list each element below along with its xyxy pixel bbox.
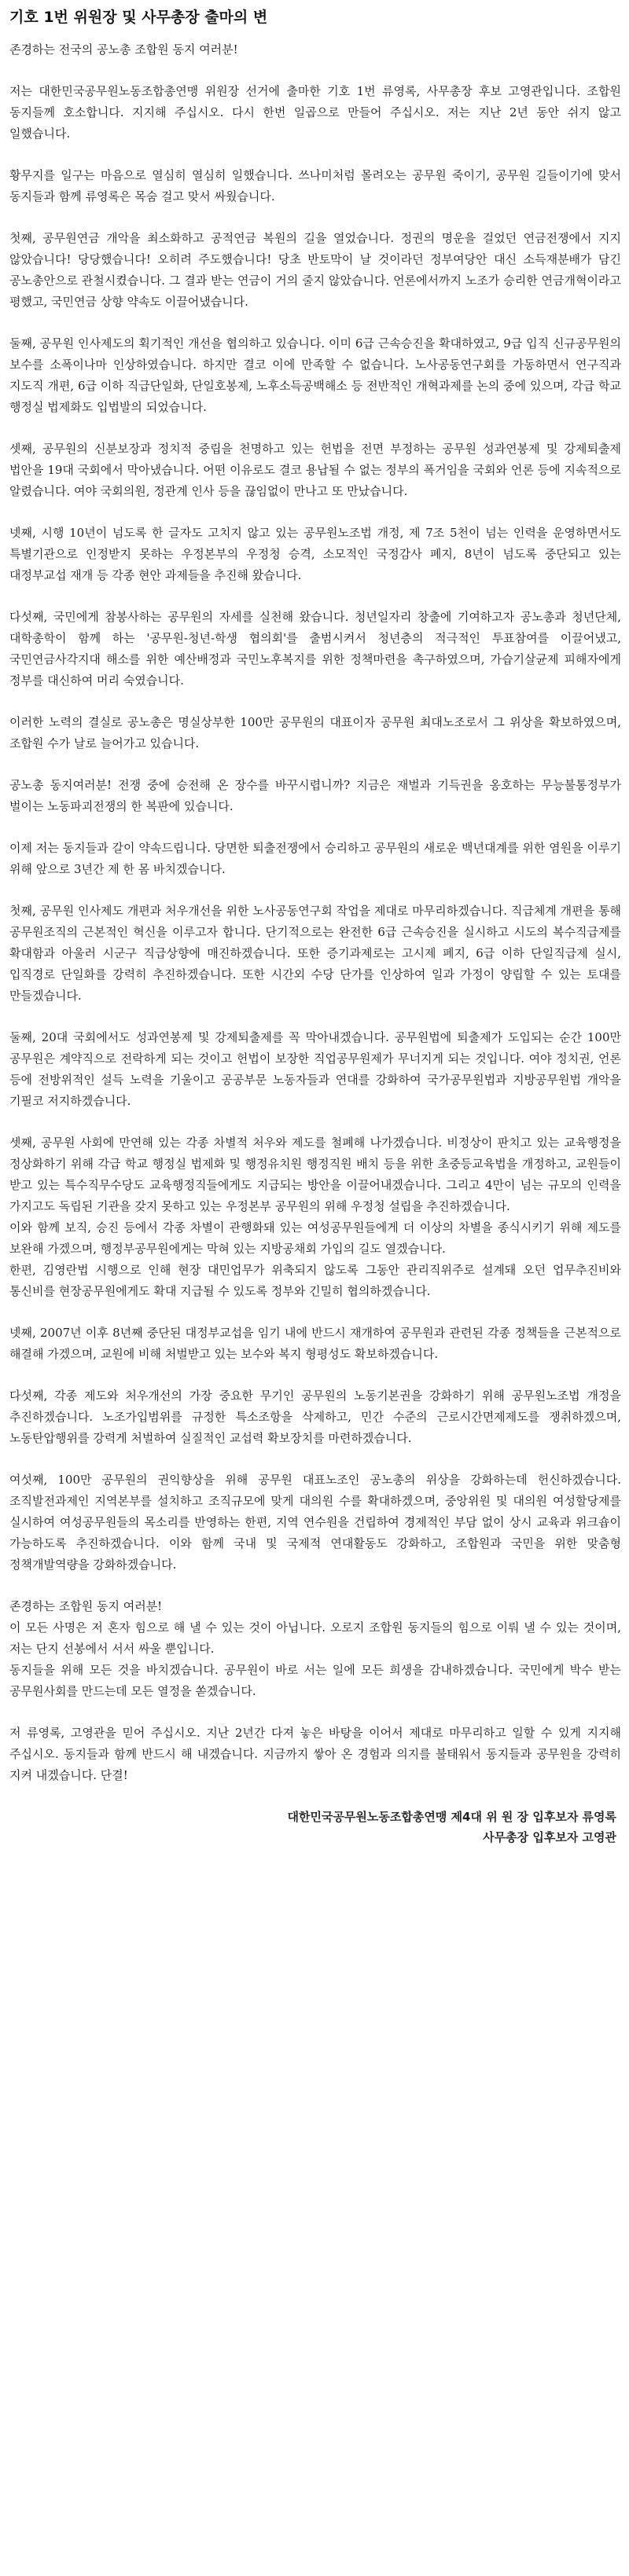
paragraph-closing-mission: 이 모든 사명은 저 혼자 힘으로 해 낼 수 있는 것이 아닙니다. 오로지 조합원 동지들의 힘으로 이뤄 낼 수 있는 것이며, 저는 단지 선봉에서 서서 싸울 뿐입니다. [9, 1620, 621, 1656]
paragraph-hard-work: 황무지를 일구는 마음으로 열심히 열심히 일했습니다. 쓰나미처럼 몰려오는 공무원 죽이기, 공무원 길들이기에 맞서 동지들과 함께 류영록은 목숨 걸고 맞서 싸웠습니다. [9, 168, 621, 204]
paragraph-appeal: 공노총 동지여러분! 전쟁 중에 승전해 온 장수를 바꾸시렵니까? 지금은 재벌과 기득권을 옹호하는 무능불통정부가 벌이는 노동파괴전쟁의 한 복판에 있습니다. [9, 778, 621, 813]
paragraph-intro: 저는 대한민국공무원노동조합총연맹 위원장 선거에 출마한 기호 1번 류영록, 사무총장 후보 고영관입니다. 조합원 동지들께 호소합니다. 지지해 주십시오. 다시 한번 일곱으로 만들어 주십시오. 저는 지난 2년 동안 쉬지 않고 일했습니다. [9, 84, 621, 141]
paragraph-closing-appeal: 저 류영록, 고영관을 믿어 주십시오. 지난 2년간 다져 놓은 바탕을 이어서 제대로 마무리하고 일할 수 있게 지지해 주십시오. 동지들과 함께 반드시 해 내겠습니다. 지금까지 쌓아 온 경험과 의지를 불태워서 동지들과 공무원을 강력히 지켜 내겠습니다. 단결! [9, 1726, 621, 1782]
paragraph-pledge-2: 둘째, 20대 국회에서도 성과연봉제 및 강제퇴출제를 꼭 막아내겠습니다. 공무원법에 퇴출제가 도입되는 순간 100만 공무원은 계약직으로 전락하게 되는 것이고 헌법이 보장한 직업공무원제가 무너지게 되는 것입니다. 여야 정치권, 언론 등에 전방위적인 설득 노력을 기울이고 공공부문 노동자들과 연대를 강화하여 국가공무원법과 지방공무원법 개악을 기필코 저지하겠습니다. [9, 1030, 621, 1108]
paragraph-achievement-2: 둘째, 공무원 인사제도의 획기적인 개선을 협의하고 있습니다. 이미 6급 근속승진을 확대하였고, 9급 입직 신규공무원의 보수를 소폭이나마 인상하였습니다. 하지만 결코 이에 만족할 수 없습니다. 노사공동연구회를 가동하면서 연구직과 지도직 개편, 6급 이하 직급단일화, 단일호봉제, 노후소득공백해소 등 전반적인 개혁과제를 논의 중에 있으며, 각급 학교 행정실 법제화도 입법발의 되었습니다. [9, 336, 621, 414]
page-title: 기호 1번 위원장 및 사무총장 출마의 변 [9, 9, 268, 26]
paragraph-achievement-1: 첫째, 공무원연금 개악을 최소화하고 공적연금 복원의 길을 열었습니다. 정권의 명운을 걸었던 연금전쟁에서 지지 않았습니다! 당당했습니다! 오히려 주도했습니다! 당초 반토막이 날 것이라던 정부여당안 대신 소득재분배가 담긴 공노총안으로 관철시켰습니다. 그 결과 받는 연금이 거의 줄지 않았습니다. 언론에서까지 노조가 승리한 연금개혁이라고 평했고, 국민연금 상향 약속도 이끌어냈습니다. [9, 231, 621, 309]
signature-block [9, 1807, 621, 1848]
paragraph-pledge-6: 여섯째, 100만 공무원의 권익향상을 위해 공무원 대표노조인 공노총의 위상을 강화하는데 헌신하겠습니다. 조직발전과제인 지역본부를 설치하고 조직규모에 맞게 대의원 수를 확대하겠으며, 중앙위원 및 대의원 여성할당제를 실시하여 여성공무원들의 목소리를 반영하는 한편, 지역 연수원을 건립하여 경제적인 부담 없이 상시 교육과 위크숍이 가능하도록 추진하겠습니다. 이와 함께 국내 및 국제적 연대활동도 강화하고, 조합원과 국민을 위한 맞춤형 정책개발역량을 강화하겠습니다. [9, 1473, 621, 1572]
paragraph-achievement-5: 다섯째, 국민에게 참봉사하는 공무원의 자세를 실천해 왔습니다. 청년일자리 창출에 기여하고자 공노총과 청년단체, 대학총학이 함께 하는 '공무원-청년-학생 협의회'를 출범시켜서 청년층의 적극적인 투표참여를 이끌어냈고, 국민연금사각지대 해소를 위한 예산배정과 국민노후복지를 위한 정책마련을 촉구하였으며, 가습기살균제 피해자에게 정부를 대신하여 머리 숙였습니다. [9, 610, 621, 688]
paragraph-pledge-3-expenses: 한편, 김영란법 시행으로 인해 현장 대민업무가 위축되지 않도록 그동안 관리직위주로 설계돼 오던 업무추진비와 통신비를 현장공무원에게도 확대 지급될 수 있도록 정부와 긴밀히 협의하겠습니다. [9, 1263, 621, 1298]
paragraph-pledge-1: 첫째, 공무원 인사제도 개편과 처우개선을 위한 노사공동연구회 작업을 제대로 마무리하겠습니다. 직급체계 개편을 통해 공무원조직의 근본적인 혁신을 이루고자 합니다. 단기적으로는 완전한 6급 근속승진을 실시하고 시도의 복수직급제를 확대함과 아울러 시군구 직급상향에 매진하겠습니다. 또한 증기과제로는 고시제 폐지, 6급 이하 단일직급제 실시, 입직경로 단일화를 강력히 추진하겠습니다. 또한 시간외 수당 단가를 인상하여 일과 가정이 양립할 수 있는 토대를 만들겠습니다. [9, 904, 621, 1003]
paragraph-achievement-3: 셋째, 공무원의 신분보장과 정치적 중립을 천명하고 있는 헌법을 전면 부정하는 공무원 성과연봉제 및 강제퇴출제 법안을 19대 국회에서 막아냈습니다. 어떤 이유로도 결코 용납될 수 없는 정부의 폭거임을 국회와 언론 등에 지속적으로 알렸습니다. 여야 국회의원, 정관계 인사 등을 끊임없이 만나고 또 만났습니다. [9, 442, 621, 498]
paragraph-closing-devotion: 동지들을 위해 모든 것을 바치겠습니다. 공무원이 바로 서는 일에 모든 희생을 감내하겠습니다. 국민에게 박수 받는 공무원사회를 만드는데 모든 열정을 쏟겠습니다. [9, 1663, 621, 1698]
signature-secretary-general: 사무총장 입후보자 고영관 [483, 1830, 616, 1844]
paragraph-pledge-4: 넷째, 2007년 이후 8년째 중단된 대정부교섭을 임기 내에 반드시 재개하여 공무원과 관련된 각종 정책들을 근본적으로 해결해 가겠으며, 교원에 비해 처벌받고 있는 보수와 복지 형평성도 확보하겠습니다. [9, 1326, 621, 1361]
paragraph-closing-greeting: 존경하는 조합원 동지 여러분! [9, 1599, 163, 1613]
paragraph-greeting: 존경하는 전국의 공노총 조합원 동지 여러분! [9, 42, 238, 57]
signature-chairman: 대한민국공무원노동조합총연맹 제4대 위 원 장 입후보자 류영록 [287, 1810, 616, 1824]
paragraph-promise: 이제 저는 동지들과 갈이 약속드립니다. 당면한 퇴출전쟁에서 승리하고 공무원의 새로운 백년대계를 위한 염원을 이루기 위해 앞으로 3년간 제 한 몸 바치겠습니다. [9, 841, 621, 876]
paragraph-achievement-4: 넷째, 시행 10년이 넘도록 한 글자도 고치지 않고 있는 공무원노조법 개정, 제 7조 5천이 넘는 인력을 운영하면서도 특별기관으로 인정받지 못하는 우정본부의 우정청 승격, 소모적인 국정감사 폐지, 8년이 넘도록 중단되고 있는 대정부교섭 재개 등 각종 현안 과제들을 추진해 왔습니다. [9, 526, 621, 582]
document-body [9, 39, 621, 1786]
paragraph-pledge-3: 셋째, 공무원 사회에 만연해 있는 각종 차별적 처우와 제도를 철폐해 나가겠습니다. 비정상이 판치고 있는 교육행정을 정상화하기 위해 각급 학교 행정실 법제화 및 행정유치원 행정직원 배치 등을 위한 초중등교육법을 개정하고, 교원들이 받고 있는 특수직무수당도 교육행정직들에게도 지급되는 방안을 이끌어내겠습니다. 그리고 4만이 넘는 규모의 인력을 가지고도 독립된 기관을 갖지 못하고 있는 우정본부 공무원의 위해 우정청 설립을 추진하겠습니다. [9, 1136, 621, 1213]
paragraph-pledge-3-women: 이와 함께 보직, 승진 등에서 각종 차별이 관행화돼 있는 여성공무원들에게 더 이상의 차별을 종식시키기 위해 제도를 보완해 가겠으며, 행정부공무원에게는 막혀 있는 지방공채회 가입의 길도 열겠습니다. [9, 1220, 621, 1256]
paragraph-pledge-5: 다섯째, 각종 제도와 처우개선의 가장 중요한 무기인 공무원의 노동기본권을 강화하기 위해 공무원노조법 개정을 추진하겠습니다. 노조가입범위를 규정한 특소조항을 삭제하고, 민간 수준의 근로시간면제제도를 쟁취하겠으며, 노동탄압행위를 강력게 처벌하여 실질적인 교섭력 확보장치를 마련하겠습니다. [9, 1389, 621, 1445]
paragraph-result: 이러한 노력의 결실로 공노총은 명실상부한 100만 공무원의 대표이자 공무원 최대노조로서 그 위상을 확보하였으며, 조합원 수가 날로 늘어가고 있습니다. [9, 715, 621, 750]
